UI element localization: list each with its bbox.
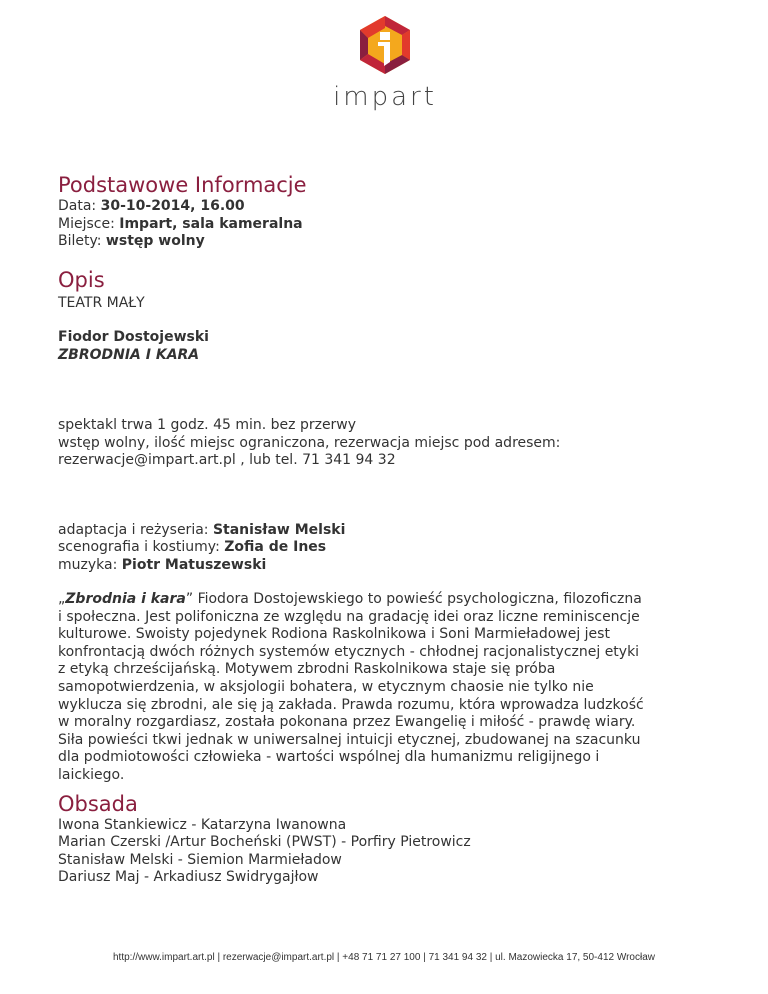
paragraph-line: laickiego. — [58, 766, 125, 783]
play-title: ZBRODNIA I KARA — [58, 346, 200, 363]
description-paragraph — [58, 591, 718, 785]
theatre-name: TEATR MAŁY — [58, 294, 145, 311]
cast-member: Dariusz Maj - Arkadiusz Swidrygajłow — [58, 869, 319, 886]
impart-logo-text: impart — [333, 82, 437, 112]
paragraph-line: w moralny rozgardiasz, została pokonana przez Ewangelię i miłość - prawdę wiary. — [58, 714, 636, 731]
author-name: Fiodor Dostojewski — [58, 329, 209, 345]
info-line-2: wstęp wolny, ilość miejsc ograniczona, rezerwacja miejsc pod adresem: — [58, 434, 561, 451]
paragraph-line: „Zbrodnia i kara” Fiodora Dostojewskiego to powieść psychologiczna, filozoficzna — [58, 591, 642, 607]
paragraph-line: wyklucza się zbrodni, ale się ją zakłada. Prawda rozumu, która wprowadza ludzkość — [58, 696, 644, 713]
credit-line: scenografia i kostiumy: Zofia de Ines — [58, 539, 327, 555]
paragraph-line: i społeczna. Jest polifoniczna ze względu na gradację idei oraz liczne reminiscencje — [58, 608, 640, 625]
credit-line: muzyka: Piotr Matuszewski — [58, 556, 267, 573]
credit-line: adaptacja i reżyseria: Stanisław Melski — [58, 521, 346, 538]
basic-info-heading: Podstawowe Informacje — [58, 173, 307, 197]
impart-logo-icon — [354, 14, 416, 76]
place-line: Miejsce: Impart, sala kameralna — [58, 215, 303, 232]
description-heading: Opis — [58, 267, 105, 292]
tickets-line: Bilety: wstęp wolny — [58, 233, 205, 249]
page-footer: http://www.impart.art.pl | rezerwacje@impart.art.pl | +48 71 71 27 100 | 71 341 94 32 | ul. Mazowiecka 17, 50-412 Wrocław — [112, 952, 656, 963]
paragraph-line: dla podmiotowości człowieka - wartości wspólnej dla humanizmu religijnego i — [58, 749, 600, 766]
info-line-3: rezerwacje@impart.art.pl , lub tel. 71 341 94 32 — [58, 452, 396, 468]
paragraph-line: Siła powieści tkwi jednak w uniwersalnej intuicji etycznej, zbudowanej na szacunku — [58, 731, 641, 748]
credits-list — [58, 522, 718, 575]
impart-logo — [332, 14, 438, 114]
paragraph-line: kulturowe. Swoisty pojedynek Rodiona Raskolnikowa i Soni Marmieładowej jest — [58, 626, 610, 643]
date-line: Data: 30-10-2014, 16.00 — [58, 198, 245, 214]
info-line-1: spektakl trwa 1 godz. 45 min. bez przerwy — [58, 417, 357, 433]
cast-heading: Obsada — [58, 791, 138, 816]
paragraph-line: samopotwierdzenia, w aksjologii bohatera, w etycznym chaosie nie tylko nie — [58, 678, 594, 695]
cast-member: Iwona Stankiewicz - Katarzyna Iwanowna — [58, 816, 347, 833]
paragraph-line: konfrontacją dwóch różnych systemów etycznych - chłodnej racjonalistycznej etyki — [58, 643, 640, 660]
cast-member: Stanisław Melski - Siemion Marmieładow — [58, 851, 342, 868]
event-content — [58, 172, 718, 887]
cast-member: Marian Czerski /Artur Bocheński (PWST) - Porfiry Pietrowicz — [58, 834, 471, 851]
paragraph-line: z etyką chrześcijańską. Motywem zbrodni Raskolnikowa staje się próba — [58, 661, 556, 678]
